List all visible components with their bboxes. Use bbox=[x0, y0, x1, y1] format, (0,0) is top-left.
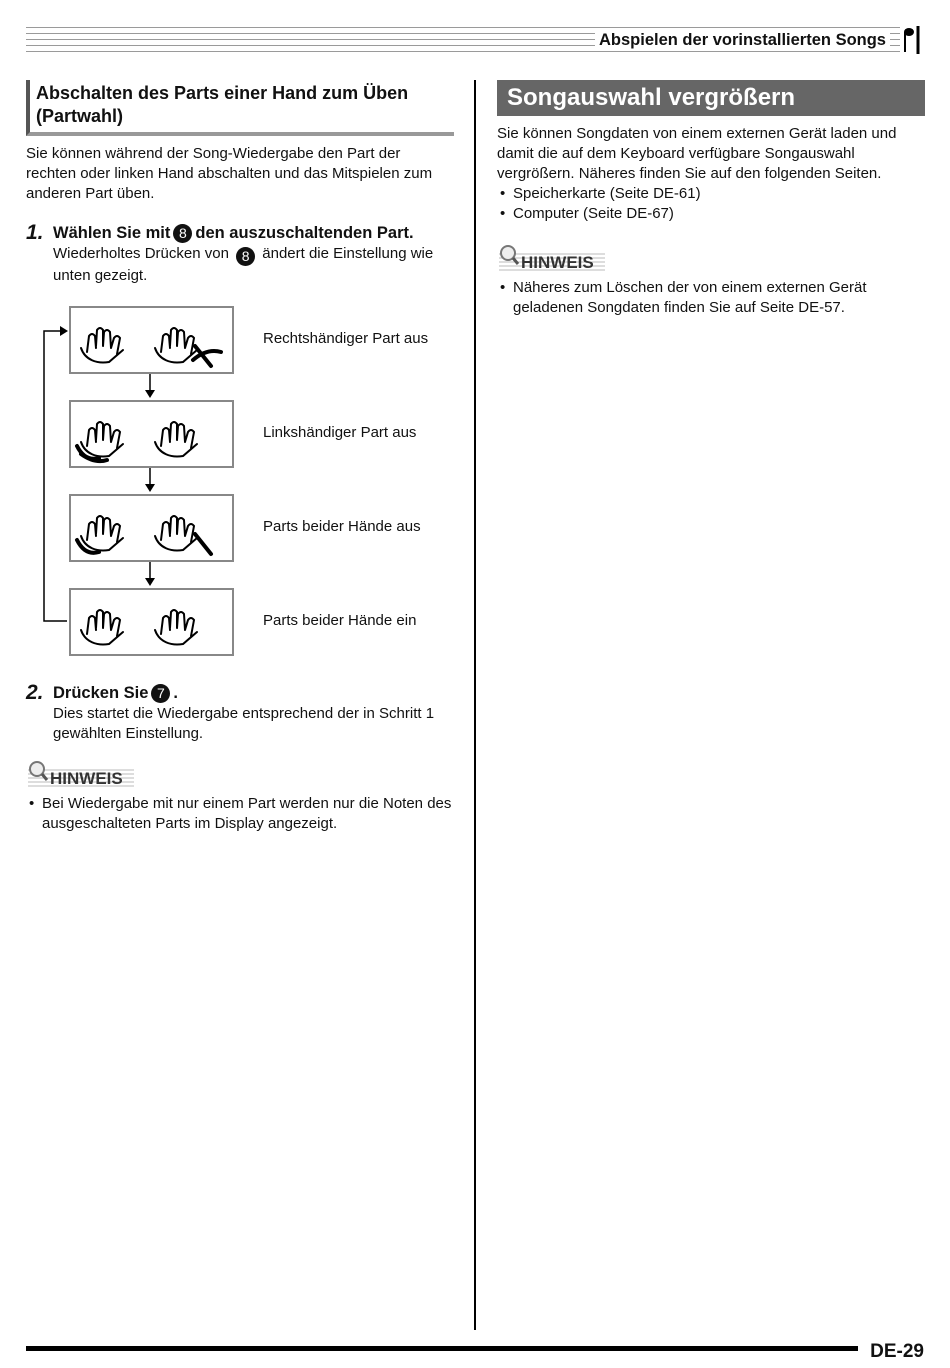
note-list-left bbox=[26, 794, 454, 834]
right-intro-text: Sie können Songdaten von einem externen Gerät laden und damit die auf dem Keyboard verfügbare Songauswahl vergrößern. Näheres finden Sie auf den folgenden Seiten. bbox=[497, 125, 897, 182]
section-heading-songauswahl: Songauswahl vergrößern bbox=[497, 80, 925, 116]
step-1-title-pre: Wählen Sie mit bbox=[53, 224, 171, 242]
hands-left-off-icon bbox=[69, 400, 234, 468]
page-reference-list bbox=[497, 184, 925, 224]
step-number: 2. bbox=[26, 681, 44, 704]
step-1-body-pre: Wiederholtes Drücken von bbox=[53, 245, 229, 262]
footer-rule bbox=[26, 1346, 858, 1351]
button-8-icon: 8 bbox=[236, 247, 255, 266]
step-2-title-post: . bbox=[173, 684, 178, 702]
note-list-right bbox=[497, 278, 925, 318]
step-1-title bbox=[26, 222, 454, 244]
header-title: Abspielen der vorinstallierten Songs bbox=[595, 30, 890, 50]
hands-both-on-icon bbox=[69, 588, 234, 656]
hands-both-off-icon bbox=[69, 494, 234, 562]
step-2-title-pre: Drücken Sie bbox=[53, 684, 149, 702]
step-1 bbox=[26, 222, 454, 286]
hands-right-off-icon bbox=[69, 306, 234, 374]
note-item: • Bei Wiedergabe mit nur einem Part werden nur die Noten des ausgeschalteten Parts im Display angezeigt. bbox=[26, 794, 454, 834]
step-2 bbox=[26, 682, 454, 744]
hinweis-label: HINWEIS bbox=[521, 253, 594, 272]
step-2-title bbox=[26, 682, 454, 704]
hinweis-badge-icon bbox=[497, 244, 607, 272]
note-block-right bbox=[497, 244, 925, 318]
flow-label-3: Parts beider Hände aus bbox=[263, 518, 421, 535]
list-item: • Computer (Seite DE-67) bbox=[497, 204, 925, 224]
list-item: • Speicherkarte (Seite DE-61) bbox=[497, 184, 925, 204]
button-7-icon: 7 bbox=[151, 684, 170, 703]
intro-text: Sie können während der Song-Wiedergabe den Part der rechten oder linken Hand abschalten und das Mitspielen zum anderen Part üben. bbox=[26, 145, 433, 202]
page-number: DE-29 bbox=[870, 1341, 924, 1362]
left-column bbox=[26, 80, 454, 834]
section-heading-partwahl: Abschalten des Parts einer Hand zum Üben (Partwahl) bbox=[26, 80, 454, 136]
note-item: • Näheres zum Löschen der von einem externen Gerät geladenen Songdaten finden Sie auf Seite DE-57. bbox=[497, 278, 925, 318]
note-block-left bbox=[26, 760, 454, 834]
step-2-body: Dies startet die Wiedergabe entsprechend der in Schritt 1 gewählten Einstellung. bbox=[53, 705, 435, 742]
flow-label-4: Parts beider Hände ein bbox=[263, 612, 417, 629]
button-8-icon: 8 bbox=[173, 224, 192, 243]
music-note-icon bbox=[900, 26, 922, 54]
step-number: 1. bbox=[26, 221, 44, 244]
column-divider bbox=[474, 80, 476, 1330]
flow-label-2: Linkshändiger Part aus bbox=[263, 424, 417, 441]
hinweis-badge-icon bbox=[26, 760, 136, 788]
step-1-body-post: ändert die Einstellung wie unten gezeigt. bbox=[53, 245, 434, 284]
right-column bbox=[497, 80, 925, 318]
hinweis-label: HINWEIS bbox=[50, 769, 123, 788]
part-cycle-diagram bbox=[26, 298, 454, 668]
step-1-body bbox=[53, 244, 454, 286]
flow-label-1: Rechtshändiger Part aus bbox=[263, 330, 429, 347]
step-1-title-post: den auszuschaltenden Part. bbox=[195, 224, 414, 242]
